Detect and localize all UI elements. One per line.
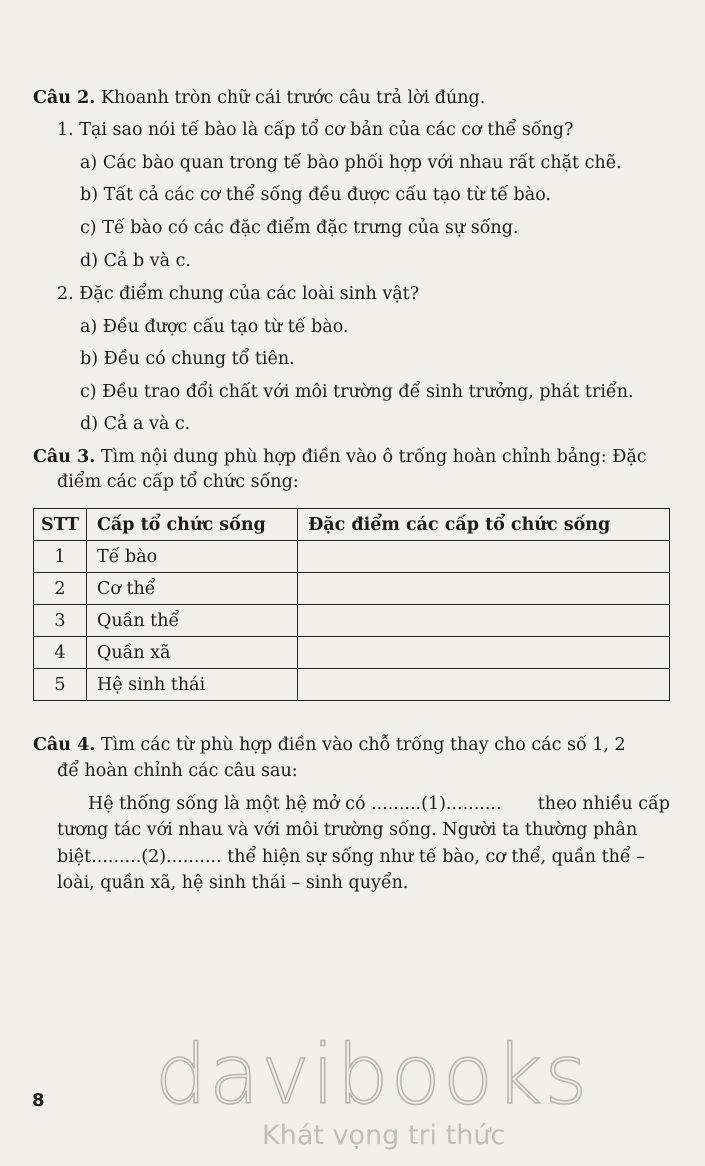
header-stt: STT [34, 509, 87, 541]
row-level: Quần xã [87, 637, 298, 669]
q2-2-option-d: d) Cả a và c. [80, 414, 191, 434]
question-3-prompt-line2: điểm các cấp tổ chức sống: [57, 472, 299, 492]
row-level: Tế bào [87, 541, 298, 573]
watermark-brand: davibooks [155, 1028, 590, 1123]
row-feature-blank[interactable] [298, 669, 670, 701]
row-level: Hệ sinh thái [87, 669, 298, 701]
question-3-prompt-line1: Tìm nội dung phù hợp điền vào ô trống hoàn chỉnh bảng: Đặc [100, 447, 647, 467]
fill-paragraph-line-3: biệt.........(2).......... thể hiện sự sống như tế bào, cơ thể, quần thể – [57, 847, 646, 867]
question-4-prompt-line2: để hoàn chỉnh các câu sau: [57, 761, 298, 781]
q2-2-option-b: b) Đều có chung tổ tiên. [80, 349, 295, 369]
row-stt: 5 [34, 669, 87, 701]
fill-paragraph-line-4: loài, quần xã, hệ sinh thái – sinh quyển. [57, 873, 409, 893]
question-2-label: Câu 2. [33, 88, 96, 108]
row-feature-blank[interactable] [298, 605, 670, 637]
fill-paragraph-line-1-end: theo nhiều cấp [537, 794, 670, 814]
q2-1-option-d: d) Cả b và c. [80, 251, 191, 271]
question-2-2: 2. Đặc điểm chung của các loài sinh vật? [57, 284, 420, 304]
table-row [34, 669, 670, 701]
watermark-slogan: Khát vọng tri thức [262, 1120, 506, 1151]
row-stt: 1 [34, 541, 87, 573]
table-row [34, 605, 670, 637]
row-stt: 4 [34, 637, 87, 669]
fill-paragraph-line-1 [88, 792, 670, 816]
q2-1-option-b: b) Tất cả các cơ thể sống đều được cấu tạo từ tế bào. [80, 185, 551, 205]
fill-blank-1-text: Hệ thống sống là một hệ mở có .........(1).......... [88, 794, 502, 814]
page-number: 8 [32, 1090, 45, 1111]
row-stt: 2 [34, 573, 87, 605]
header-feature: Đặc điểm các cấp tổ chức sống [298, 509, 670, 541]
question-3-heading [33, 445, 647, 469]
question-2-heading [33, 86, 485, 110]
q2-2-option-c: c) Đều trao đổi chất với môi trường để sinh trưởng, phát triển. [80, 382, 634, 402]
header-level: Cấp tổ chức sống [87, 509, 298, 541]
row-level: Cơ thể [87, 573, 298, 605]
fill-paragraph-line-2: tương tác với nhau và với môi trường sống. Người ta thường phân [57, 820, 638, 840]
question-2-prompt: Khoanh tròn chữ cái trước câu trả lời đúng. [100, 88, 486, 108]
table-header-row [34, 509, 670, 541]
row-feature-blank[interactable] [298, 637, 670, 669]
q2-1-option-a: a) Các bào quan trong tế bào phối hợp với nhau rất chặt chẽ. [80, 153, 622, 173]
table-row [34, 637, 670, 669]
row-stt: 3 [34, 605, 87, 637]
question-4-prompt-line1: Tìm các từ phù hợp điền vào chỗ trống thay cho các số 1, 2 [100, 735, 626, 755]
table-row [34, 573, 670, 605]
organization-levels-table [33, 508, 670, 701]
row-feature-blank[interactable] [298, 573, 670, 605]
q2-2-option-a: a) Đều được cấu tạo từ tế bào. [80, 317, 349, 337]
question-2-1: 1. Tại sao nói tế bào là cấp tổ cơ bản của các cơ thể sống? [57, 120, 574, 140]
question-3-label: Câu 3. [33, 447, 96, 467]
question-4-heading [33, 733, 626, 757]
question-4-label: Câu 4. [33, 735, 96, 755]
row-level: Quần thể [87, 605, 298, 637]
table-row [34, 541, 670, 573]
q2-1-option-c: c) Tế bào có các đặc điểm đặc trưng của sự sống. [80, 218, 519, 238]
row-feature-blank[interactable] [298, 541, 670, 573]
